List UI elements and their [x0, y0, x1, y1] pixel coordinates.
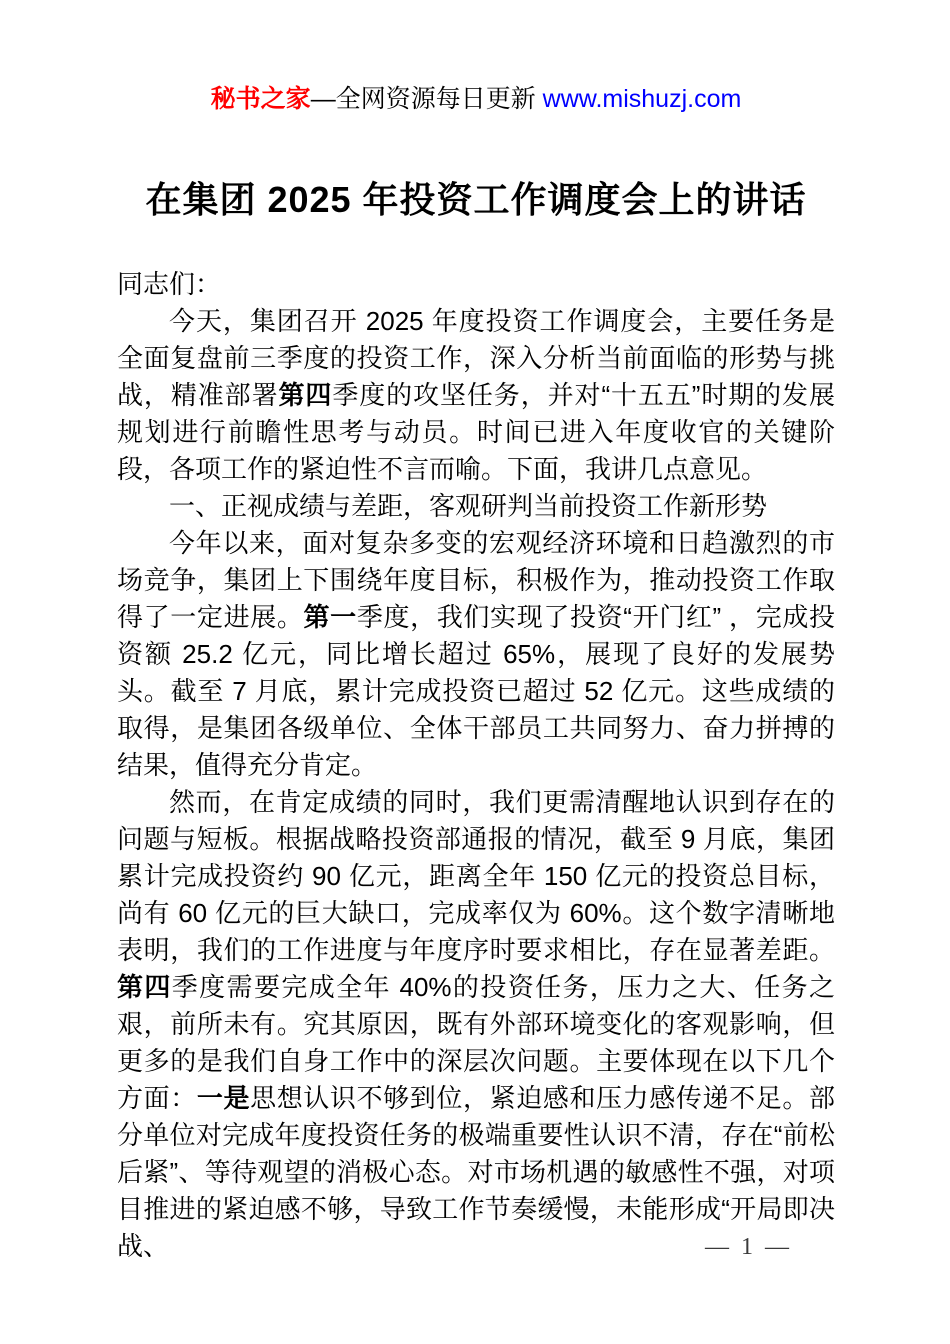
text-run-bold: 第一 — [303, 602, 357, 632]
site-header — [117, 84, 835, 114]
text-run-bold: 一是 — [196, 1083, 251, 1113]
text-run: 然而，在肯定成绩的同时，我们更需清醒地认识到存在的问题与短板。根据战略投资部通报的情况，截至 9 月底，集团累计完成投资约 90 亿元，距离全年 150 亿元的投资总目标，尚有 60 亿元的巨大缺口，完成率仅为 60%。这个数字清晰地表明，我们的工作进度与年度序时要求相比，存在显著差距。 — [117, 787, 835, 965]
paragraph — [117, 525, 835, 784]
page-number: — 1 — — [705, 1234, 792, 1260]
document-body — [117, 266, 835, 1265]
header-separator: — — [310, 85, 336, 113]
header-tagline: 全网资源每日更新 — [335, 85, 536, 113]
paragraph — [117, 303, 835, 488]
text-run: 今年以来，面对复杂多变的宏观经济环境和日趋激烈的市场竞争，集团上下围绕年度目标，积极作为，推动投资工作取得了一定进展。 — [117, 528, 835, 632]
section-heading — [117, 488, 835, 525]
text-run: 季度的攻坚任务，并对“十五五”时期的发展规划进行前瞻性思考与动员。时间已进入年度收官的关键阶段，各项工作的紧迫性不言而喻。下面，我讲几点意见。 — [117, 380, 835, 484]
header-space — [536, 85, 543, 113]
text-run: 季度，我们实现了投资“开门红” ，完成投资额 25.2 亿元，同比增长超过 65%，展现了良好的发展势头。截至 7 月底，累计完成投资已超过 52 亿元。这些成绩的取得，是集团各级单位、全体干部员工共同努力、奋力拼搏的结果，值得充分肯定。 — [117, 602, 835, 780]
document-title: 在集团 2025 年投资工作调度会上的讲话 — [145, 179, 807, 220]
page-footer — [705, 1234, 792, 1261]
text-run-bold: 第四 — [278, 380, 333, 410]
site-url-link[interactable]: www.mishuzj.com — [542, 85, 742, 113]
text-run: 同志们： — [117, 269, 222, 299]
paragraph — [117, 784, 835, 1265]
text-run: 季度需要完成全年 40%的投资任务，压力之大、任务之艰，前所未有。究其原因，既有外部环境变化的客观影响，但更多的是我们自身工作中的深层次问题。主要体现在以下几个方面： — [117, 972, 835, 1113]
text-run: 思想认识不够到位，紧迫感和压力感传递不足。部分单位对完成年度投资任务的极端重要性认识不清，存在“前松后紧”、等待观望的消极心态。对市场机遇的敏感性不强，对项目推进的紧迫感不够，导致工作节奏缓慢，未能形成“开局即决战、 — [117, 1083, 835, 1261]
text-run-bold: 第四 — [117, 972, 172, 1002]
paragraph — [117, 266, 835, 303]
text-run: 一、正视成绩与差距，客观研判当前投资工作新形势 — [169, 491, 768, 521]
text-run: 今天，集团召开 2025 年度投资工作调度会，主要任务是全面复盘前三季度的投资工作，深入分析当前面临的形势与挑战，精准部署 — [117, 306, 835, 410]
site-brand: 秘书之家 — [210, 85, 311, 113]
